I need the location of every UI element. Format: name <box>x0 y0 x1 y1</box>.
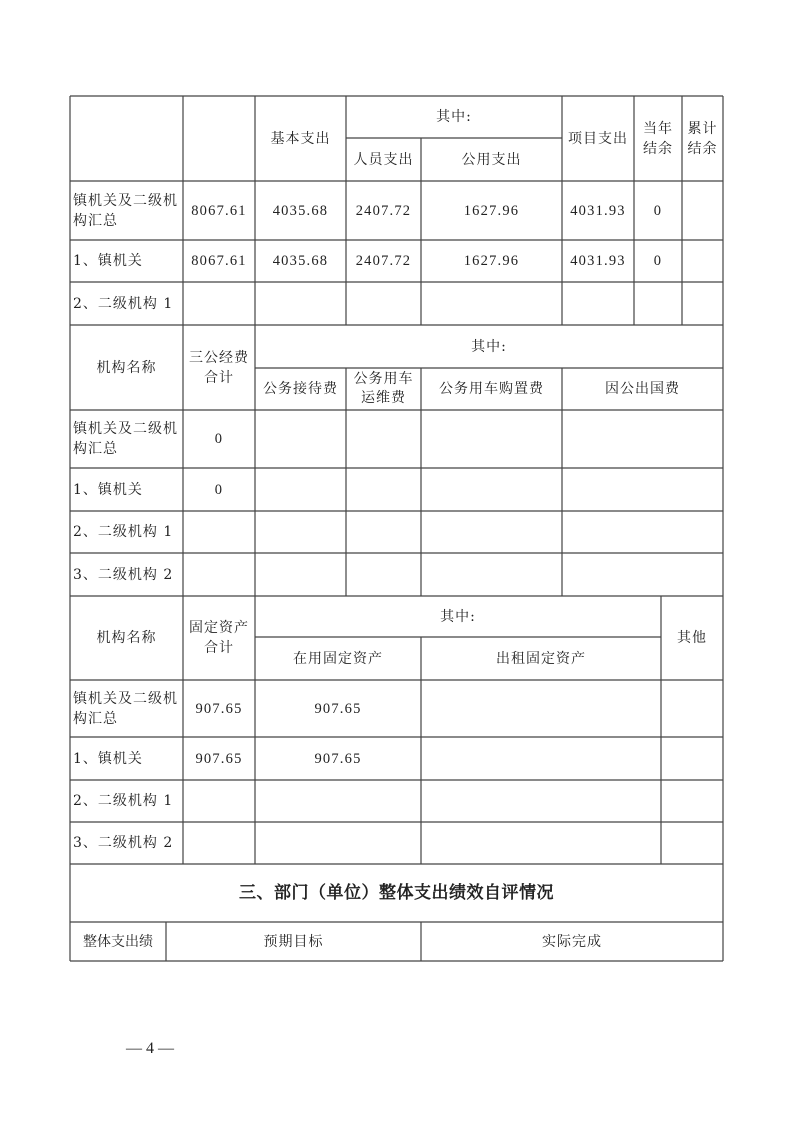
row-name: 镇机关及二级机构汇总 <box>73 421 178 457</box>
cell-cum-balance <box>682 181 723 240</box>
row-name: 2、二级机构 1 <box>73 524 174 540</box>
cell-total: 8067.61 <box>191 253 247 269</box>
cell-project: 4031.93 <box>570 202 626 219</box>
header-cumulative-balance: 累计 结余 <box>687 120 718 157</box>
header-org-name: 机构名称 <box>96 359 157 376</box>
cell-year-balance: 0 <box>653 202 663 219</box>
header-overall-expenditure: 整体支出绩 <box>83 933 153 950</box>
header-of-which: 其中: <box>440 608 476 625</box>
cell-project: 4031.93 <box>570 253 626 269</box>
header-vehicle-purchase: 公务用车购置费 <box>439 381 544 397</box>
cell-year-balance: 0 <box>653 253 663 269</box>
row-name: 3、二级机构 2 <box>73 566 174 583</box>
row-name: 镇机关及二级机构汇总 <box>73 192 178 229</box>
cell-total: 8067.61 <box>191 202 247 219</box>
row-name: 1、镇机关 <box>73 750 143 767</box>
cell-cum-balance <box>682 240 723 282</box>
header-vehicle-ops: 公务用车运维费 <box>353 371 414 406</box>
row-name: 1、镇机关 <box>73 253 143 269</box>
cell-total: 0 <box>214 481 224 498</box>
row-name: 1、镇机关 <box>73 481 143 498</box>
page-number: — 4 — <box>126 1040 174 1057</box>
row-name: 3、二级机构 2 <box>73 835 174 851</box>
header-of-which: 其中: <box>436 109 472 125</box>
header-other: 其他 <box>677 630 707 646</box>
cell-public: 1627.96 <box>463 253 520 269</box>
header-actual-completion: 实际完成 <box>542 933 602 950</box>
cell-in-use: 907.65 <box>314 700 362 717</box>
header-project-expenditure: 项目支出 <box>568 130 628 147</box>
row-name: 镇机关及二级机构汇总 <box>73 690 178 727</box>
section-title: 三、部门（单位）整体支出绩效自评情况 <box>239 883 554 903</box>
cell-public: 1627.96 <box>463 202 520 219</box>
cell-in-use: 907.65 <box>314 750 362 767</box>
header-in-use-assets: 在用固定资产 <box>293 650 383 667</box>
header-personnel-expenditure: 人员支出 <box>353 151 414 168</box>
header-fixed-assets-total: 固定资产合计 <box>189 620 249 656</box>
header-basic-expenditure: 基本支出 <box>270 130 331 147</box>
cell-total: 907.65 <box>195 750 243 767</box>
cell-personnel: 2407.72 <box>355 253 412 269</box>
header-public-expenditure: 公用支出 <box>461 151 522 168</box>
header-year-balance: 当年 结余 <box>643 120 673 157</box>
header-org-name: 机构名称 <box>96 630 157 646</box>
row-name: 2、二级机构 1 <box>73 793 174 809</box>
header-reception: 公务接待费 <box>263 381 338 397</box>
row-name: 2、二级机构 1 <box>73 295 174 312</box>
cell-basic: 4035.68 <box>272 253 329 269</box>
header-abroad: 因公出国费 <box>605 381 680 397</box>
cell-total: 0 <box>214 431 224 447</box>
cell-total: 907.65 <box>195 700 243 717</box>
header-expected-target: 预期目标 <box>263 933 324 950</box>
cell-basic: 4035.68 <box>272 202 329 219</box>
header-three-public-total: 三公经费合计 <box>189 349 249 386</box>
header-leased-assets: 出租固定资产 <box>496 650 586 667</box>
cell-personnel: 2407.72 <box>355 202 412 219</box>
header-of-which: 其中: <box>471 338 507 355</box>
